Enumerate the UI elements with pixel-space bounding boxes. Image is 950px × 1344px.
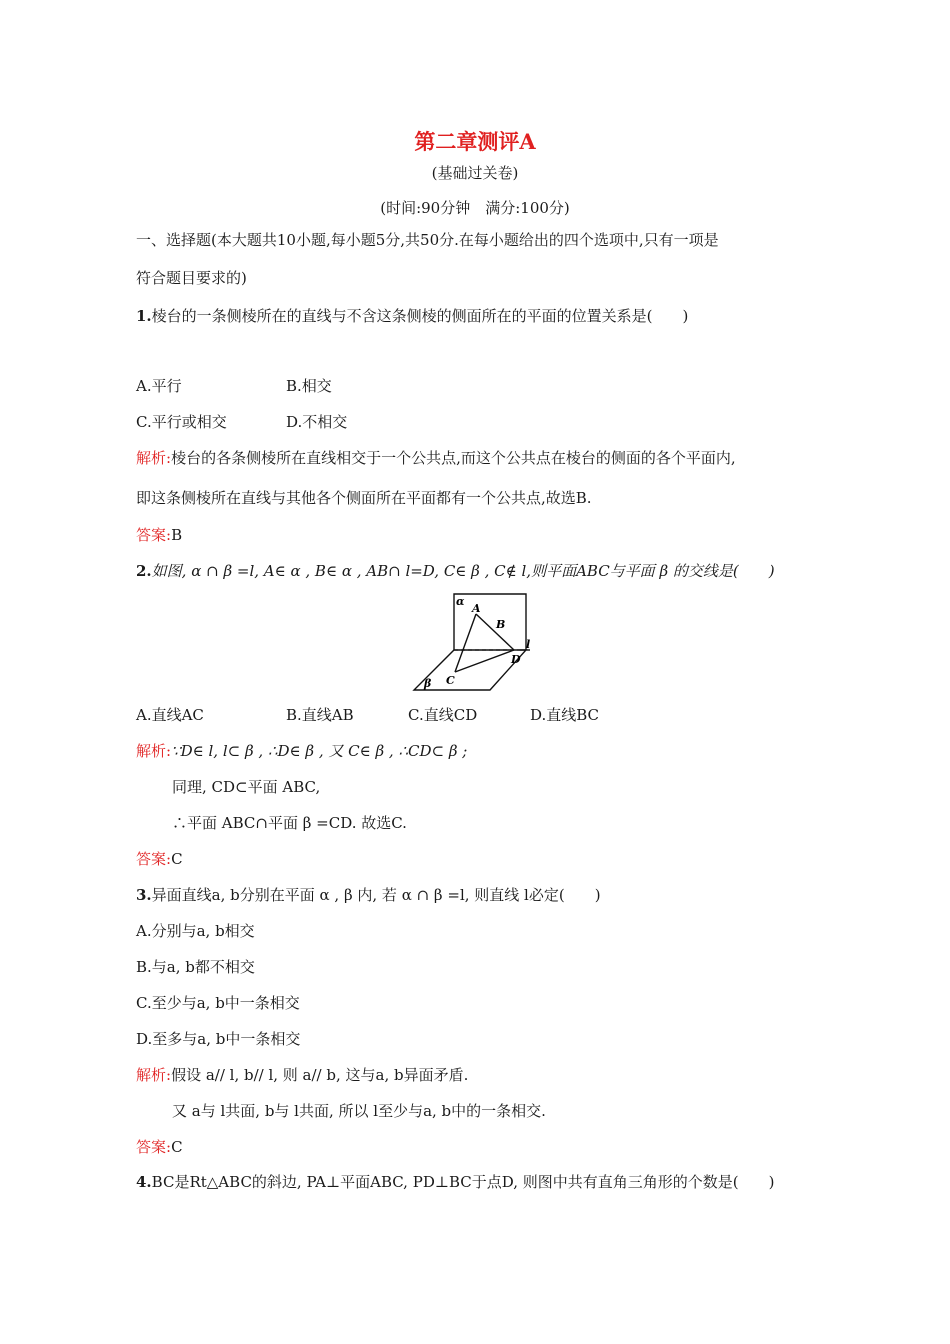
q1-analysis-line1 [136,448,736,468]
q3-option-b: B.与a, b都不相交 [136,958,255,976]
page-subtitle: (基础过关卷) [431,164,519,182]
analysis-label: 解析: [136,1066,172,1084]
q3-analysis-line1 [136,1065,468,1085]
q1-answer [136,525,182,545]
q2-analysis-line1 [136,741,467,761]
q3-answer [136,1137,183,1157]
q3-analysis-line2: 又 a与 l共面, b与 l共面, 所以 l至少与a, b中的一条相交. [172,1102,546,1120]
label-alpha: α [456,595,465,608]
page-title: 第二章测评A [414,129,536,154]
q2-answer [136,849,183,869]
label-d: D [511,653,521,666]
label-a: A [472,602,481,615]
segment-ad [476,614,514,650]
analysis-text: ∵D∈ l, l⊂ β , ∴D∈ β , 又 C∈ β , ∴CD⊂ β ; [171,742,468,760]
q2-option-d: D.直线BC [530,706,600,724]
answer-label: 答案: [136,1138,172,1156]
plane-alpha [454,594,526,650]
question-number: 2. [136,562,152,580]
question-3 [136,885,601,905]
q1-option-c: C.平行或相交 [136,413,227,431]
question-stem: 如图, α ∩ β =l, A∈ α , B∈ α , AB∩ l=D, C∈ β , C∉ l,则平面ABC与平面 β 的交线是( ) [151,562,775,580]
question-stem: BC是Rt△ABC的斜边, PA⊥平面ABC, PD⊥BC于点D, 则图中共有直角三角形的个数是( ) [151,1173,775,1191]
q2-analysis-line2: 同理, CD⊂平面 ABC, [172,778,321,796]
analysis-label: 解析: [136,449,172,467]
question-stem: 异面直线a, b分别在平面 α , β 内, 若 α ∩ β =l, 则直线 l必定( ) [151,886,601,904]
exam-info: (时间:90分钟 满分:100分) [380,199,570,217]
q2-option-b: B.直线AB [286,706,354,724]
q3-option-a: A.分别与a, b相交 [136,922,255,940]
question-4 [136,1172,774,1192]
segment-ac [455,614,476,672]
analysis-text: 假设 a// l, b// l, 则 a// b, 这与a, b异面矛盾. [171,1066,469,1084]
q2-option-a: A.直线AC [136,706,204,724]
question-number: 4. [136,1173,152,1191]
q1-option-b: B.相交 [286,377,332,395]
answer-value: C [171,1138,183,1156]
question-1 [136,306,688,326]
analysis-label: 解析: [136,742,172,760]
question-number: 1. [136,307,152,325]
answer-label: 答案: [136,850,172,868]
label-beta: β [424,677,432,690]
label-b: B [496,618,506,631]
q3-option-c: C.至少与a, b中一条相交 [136,994,300,1012]
q2-analysis-line3: ∴平面 ABC∩平面 β =CD. 故选C. [172,814,407,832]
section-heading-line1: 一、选择题(本大题共10小题,每小题5分,共50分.在每小题给出的四个选项中,只有一项是 [136,231,719,249]
label-l: l [526,638,531,651]
segment-cd [455,650,514,672]
q2-option-c: C.直线CD [408,706,478,724]
label-c: C [446,674,455,687]
question-number: 3. [136,886,152,904]
answer-value: B [171,526,183,544]
question-stem: 棱台的一条侧棱所在的直线与不含这条侧棱的侧面所在的平面的位置关系是( ) [151,307,689,325]
analysis-text: 棱台的各条侧棱所在直线相交于一个公共点,而这个公共点在棱台的侧面的各个平面内, [171,449,736,467]
answer-label: 答案: [136,526,172,544]
q3-option-d: D.至多与a, b中一条相交 [136,1030,301,1048]
q1-option-d: D.不相交 [286,413,348,431]
q1-analysis-line2: 即这条侧棱所在直线与其他各个侧面所在平面都有一个公共点,故选B. [136,489,592,507]
question-2 [136,561,775,581]
q1-option-a: A.平行 [136,377,182,395]
plane-intersection-figure [410,590,540,695]
answer-value: C [171,850,183,868]
section-heading-line2: 符合题目要求的) [136,269,247,287]
